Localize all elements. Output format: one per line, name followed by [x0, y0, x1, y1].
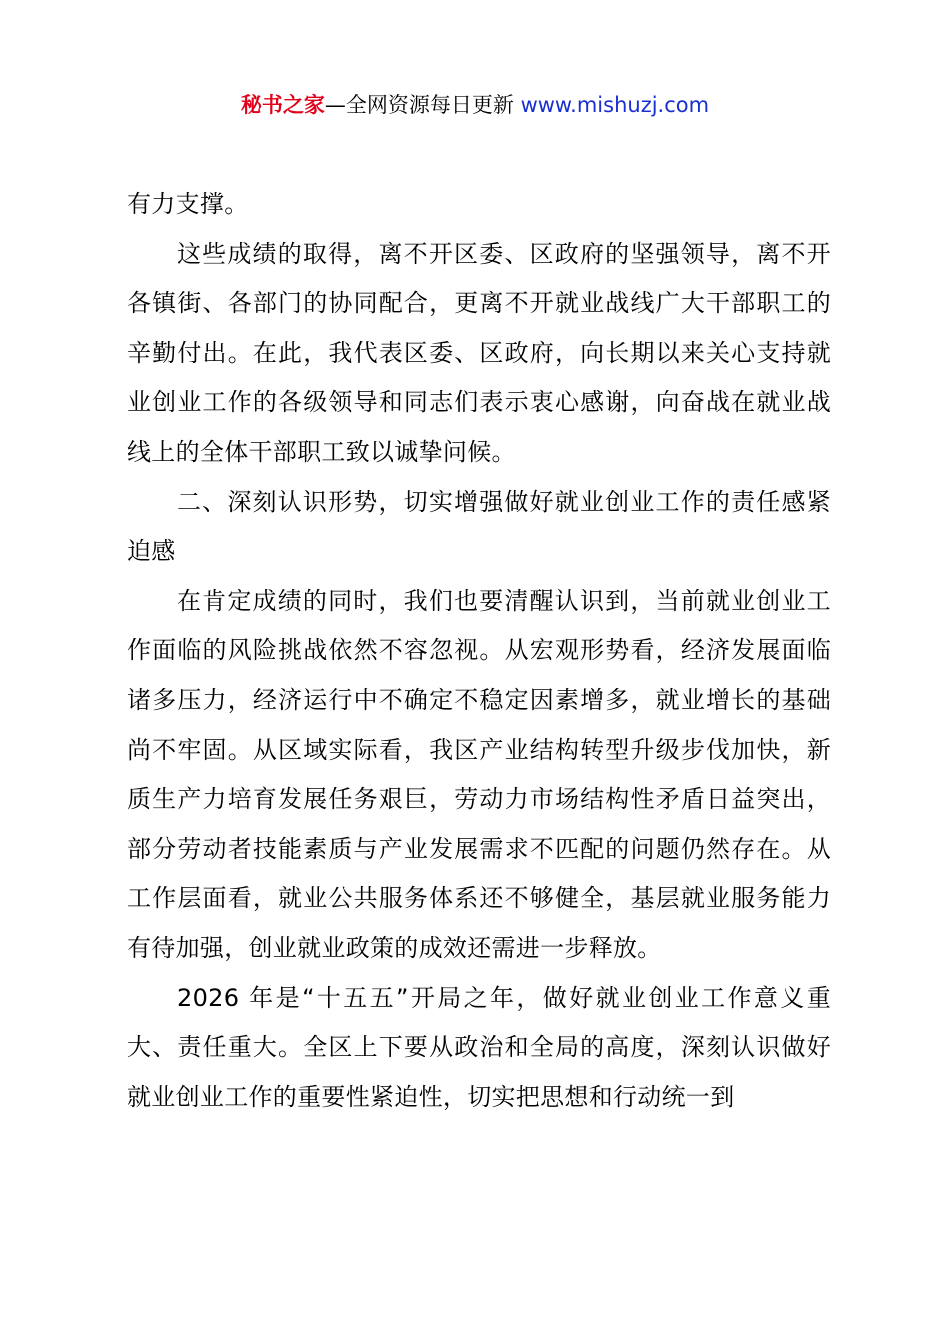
- site-slogan: —全网资源每日更新: [324, 93, 521, 117]
- paragraph-2026: 2026 年是“十五五”开局之年，做好就业创业工作意义重大、责任重大。全区上下要从政治和全局的高度，深刻认识做好就业创业工作的重要性紧迫性，切实把思想和行动统一到: [127, 983, 831, 1111]
- site-header: [0, 89, 950, 121]
- site-brand: 秘书之家: [240, 93, 325, 117]
- paragraph-continuation: 有力支撑。: [127, 190, 249, 218]
- paragraph-situation: 在肯定成绩的同时，我们也要清醒认识到，当前就业创业工作面临的风险挑战依然不容忽视。从宏观形势看，经济发展面临诸多压力，经济运行中不确定不稳定因素增多，就业增长的基础尚不牢固。从区域实际看，我区产业结构转型升级步伐加快，新质生产力培育发展任务艰巨，劳动力市场结构性矛盾日益突出，部分劳动者技能素质与产业发展需求不匹配的问题仍然存在。从工作层面看，就业公共服务体系还不够健全，基层就业服务能力有待加强，创业就业政策的成效还需进一步释放。: [127, 586, 831, 962]
- section-heading: 二、深刻认识形势，切实增强做好就业创业工作的责任感紧迫感: [127, 487, 831, 566]
- document-body: [127, 180, 831, 1122]
- site-url-link[interactable]: www.mishuzj.com: [520, 93, 710, 117]
- paragraph-acknowledgement: 这些成绩的取得，离不开区委、区政府的坚强领导，离不开各镇街、各部门的协同配合，更离不开就业战线广大干部职工的辛勤付出。在此，我代表区委、区政府，向长期以来关心支持就业创业工作的各级领导和同志们表示衷心感谢，向奋战在就业战线上的全体干部职工致以诚挚问候。: [127, 239, 831, 466]
